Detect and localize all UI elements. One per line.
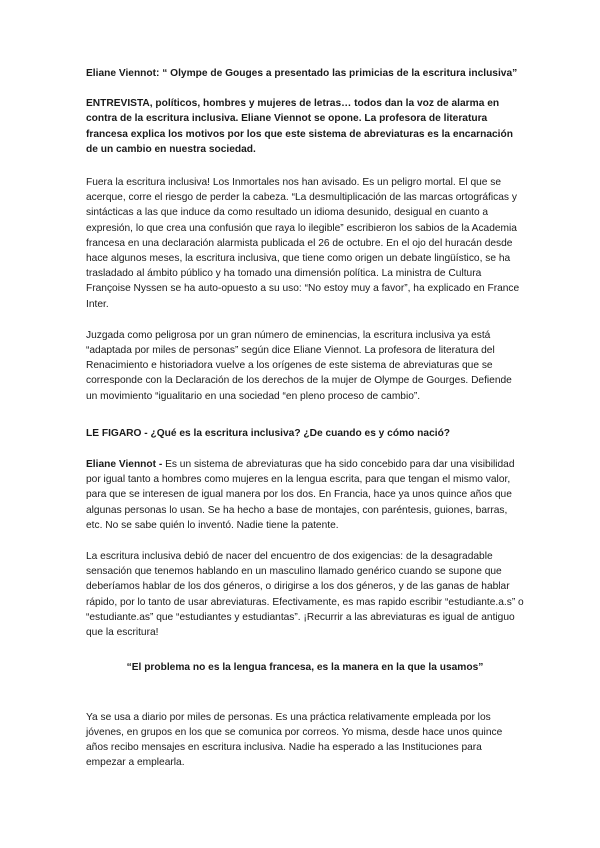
paragraph-4: Ya se usa a diario por miles de personas. Es una práctica relativamente empleada por los jóvenes, en grupos en los que se comunica por correos. Yo misma, desde hace unos quince años recibo mensajes en escritura inclusiva. Nadie ha esperado a las Instituciones para empezar a emplearla. <box>86 711 503 769</box>
paragraph-3: La escritura inclusiva debió de nacer del encuentro de dos exigencias: de la desagradable sensación que tenemos hablando en un masculino llamado genérico cuando se supone que deberíamos hablar de los dos géneros, o dirigirse a los dos géneros, y de las ganas de hablar rápido, por lo tanto de usar abreviaturas. Efectivamente, es mas rapido escribir “estudiante.a.s” o “estudiante.as” que “estudiantes y estudiantas”. ¡Recurrir a las abreviaturas es igual de antiguo que la escritura! <box>86 551 524 639</box>
pull-quote: “El problema no es la lengua francesa, es la manera en la que la usamos” <box>126 662 484 674</box>
article-lead: ENTREVISTA, políticos, hombres y mujeres de letras… todos dan la voz de alarma en contra de la escritura inclusiva. Eliane Viennot se opone. La profesora de literatura francesa explica los motivos por los que este sistema de abreviaturas es la encarnación de un cambio en nuestra sociedad. <box>86 98 513 155</box>
paragraph-2: Juzgada como peligrosa por un gran número de eminencias, la escritura inclusiva ya está “adaptada por miles de personas” según dice Eliane Viennot. La profesora de literatura del Renacimiento e historiadora vuelve a los orígenes de este sistema de abreviaturas que se corresponde con la Declaración de los derechos de la mujer de Olympe de Gourges. Defiende un movimiento “igualitario en una sociedad “en pleno proceso de cambio”. <box>86 329 512 402</box>
answer-text: Es un sistema de abreviaturas que ha sido concebido para dar una visibilidad por igual tanto a hombres como mujeres en la lengua escrita, para que tengan el mismo valor, para que se interesen de igual manera por los dos. En Francia, hace ya unos quince años que algunas personas lo usan. Se ha hecho a base de montajes, con paréntesis, guiones, barras, etc. No se sabe quién lo inventó. Nadie tiene la patente. <box>86 459 515 531</box>
answer-speaker: Eliane Viennot - <box>86 459 163 471</box>
interview-answer-1 <box>86 457 524 533</box>
article-title: Eliane Viennot: “ Olympe de Gouges a presentado las primicias de la escritura inclusiva” <box>86 68 518 79</box>
interview-question-1: LE FIGARO - ¿Qué es la escritura inclusiva? ¿De cuando es y cómo nació? <box>86 427 451 439</box>
paragraph-1: Fuera la escritura inclusiva! Los Inmortales nos han avisado. Es un peligro mortal. El que se acerque, corre el riesgo de perder la cabeza. “La desmultiplicación de las marcas ortográficas y sintácticas a las que induce da como resultado un idioma desunido, desigual en cuanto a expresión, lo que crea una confusión que raya lo ilegible” escribieron los sabios de la Academia francesa en una declaración alarmista publicada el 26 de octubre. En el ojo del huracán desde hace algunos meses, la escritura inclusiva, que tiene como origen un debate lingüístico, se ha trasladado al ámbito público y ha tomado una dimensión política. La ministra de Cultura Françoise Nyssen se ha auto-opuesto a su uso: “No estoy muy a favor”, ha explicado en France Inter. <box>86 177 520 310</box>
article <box>86 66 524 786</box>
